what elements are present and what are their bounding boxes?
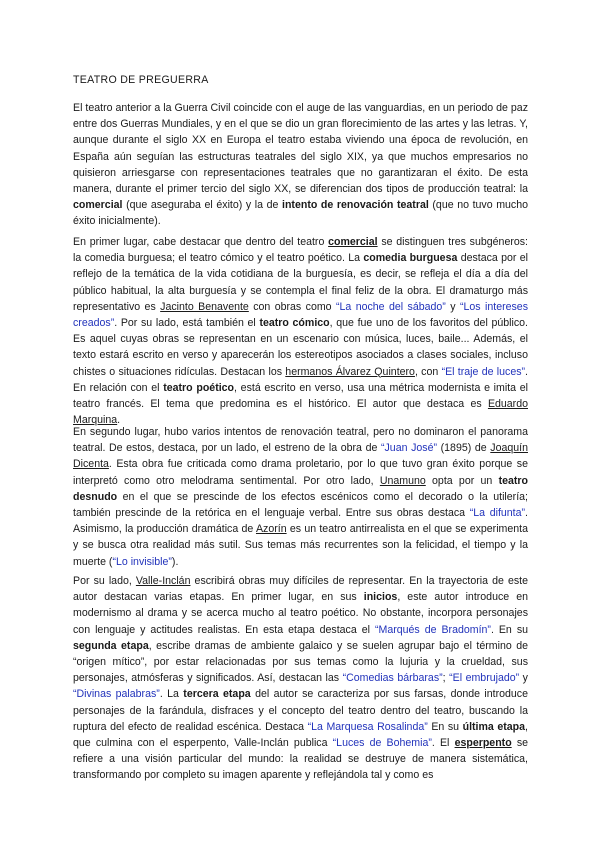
work-title-link[interactable]: “La noche del sábado” — [335, 300, 446, 313]
work-title-link[interactable]: “Lo invisible” — [112, 555, 172, 568]
author-name: hermanos Álvarez Quintero — [285, 365, 415, 378]
author-name: Eduardo Marquina — [73, 398, 528, 427]
text-run: con obras como — [248, 300, 336, 313]
text-run: En segundo lugar, hubo varios intentos de renovación teatral, pero no dominaron el panorama teatral. De estos, destaca, por un lado, el estreno de la obra de — [73, 426, 528, 455]
work-title-link[interactable]: “El embrujado” — [449, 672, 520, 685]
text-run: se refiere a una visión particular del mundo: la realidad se destruye de manera sistemática, transformando por completo su imagen aparente y reflejándola tal y como es — [73, 737, 529, 782]
bold-term: intento de renovación teatral — [282, 199, 429, 212]
text-run: . Por su lado, está también el — [114, 317, 260, 330]
work-title-link[interactable]: “Comedias bárbaras” — [342, 672, 443, 685]
document-title: TEATRO DE PREGUERRA — [73, 74, 209, 86]
paragraph-valle-inclan — [73, 573, 528, 784]
text-run: . La — [159, 688, 184, 701]
bold-term: teatro poético — [163, 381, 235, 394]
text-run: (que aseguraba el éxito) y la de — [122, 199, 283, 212]
work-title-link[interactable]: “Juan José” — [380, 442, 438, 455]
text-run: del autor se caracteriza por sus farsas, donde introduce personajes de la farándula, disfraces y el concepto del teatro dentro del teatro, buscando la ruptura del efecto de realidad escénica. Destaca — [73, 688, 528, 733]
text-run: en el que se prescinde de los efectos escénicos como el decorado o la utilería; también prescinde de la retórica en el lenguaje verbal. Entre sus obras destaca — [73, 490, 528, 520]
work-title-link[interactable]: “El traje de luces” — [441, 365, 526, 378]
text-run: se distinguen tres subgéneros: la comedia burguesa; el teatro cómico y el teatro poético. La — [73, 236, 528, 265]
work-title-link[interactable]: “La difunta” — [469, 507, 526, 520]
bold-term: segunda etapa — [73, 639, 149, 652]
text-run: y — [519, 672, 528, 685]
work-title-link[interactable]: “Los intereses creados” — [73, 300, 528, 330]
text-run: destaca por el reflejo de la temática de la vida cotidiana de la burguesía, es decir, se refleja el día a día del público habitual, la alta burguesía y se contempla el final feliz de la obra. El dramaturgo más representativo es — [73, 252, 529, 313]
bold-underlined-term: esperpento — [454, 737, 512, 750]
text-run: (que no tuvo mucho éxito inicialmente). — [73, 199, 528, 228]
text-run: , este autor introduce en modernismo al drama y se acerca mucho al teatro poético. No obstante, incorpora personajes con lenguaje y actitudes realistas. En esta etapa destaca el — [73, 591, 528, 636]
text-run: escribirá obras muy difíciles de representar. En la trayectoria de este autor destacan varias etapas. En primer lugar, en sus — [73, 575, 528, 604]
author-name: Joaquín Dicenta — [73, 442, 528, 471]
bold-term: inicios — [363, 591, 398, 604]
text-run: . En su — [490, 623, 529, 636]
work-title-link[interactable]: “Divinas palabras” — [73, 688, 160, 701]
bold-term: teatro cómico — [259, 317, 330, 330]
text-run: y — [445, 300, 460, 313]
text-run: Por su lado, — [73, 575, 136, 587]
text-run: , con — [414, 365, 442, 378]
work-title-link[interactable]: “La Marquesa Rosalinda” — [307, 720, 428, 733]
text-run: . Esta obra fue criticada como drama proletario, por lo que tuvo gran éxito porque se interpretó como otro melodrama sentimental. Por otro lado, — [73, 458, 528, 487]
author-name: Azorín — [255, 523, 287, 536]
bold-underlined-term: comercial — [328, 236, 378, 248]
author-name: Unamuno — [379, 474, 426, 487]
bold-term: tercera etapa — [183, 688, 251, 701]
work-title-link[interactable]: “Luces de Bohemia” — [332, 737, 432, 750]
paragraph-teatro-comercial — [73, 234, 528, 428]
text-run: (1895) de — [437, 442, 491, 455]
text-run: es un teatro antirrealista en el que se experimenta y se busca otra realidad más sutil. Sus temas más recurrentes son la felicidad, el tiempo y la muerte ( — [73, 523, 528, 568]
bold-term: comedia burguesa — [363, 252, 458, 265]
text-run: . — [117, 414, 121, 427]
work-title-link[interactable]: “Marqués de Bradomín” — [374, 623, 491, 636]
text-run: En su — [427, 720, 463, 733]
text-run: . En relación con el — [73, 365, 528, 394]
text-run: opta por un — [425, 474, 499, 487]
text-run: . El — [431, 737, 455, 750]
author-name: Jacinto Benavente — [160, 300, 249, 313]
text-run: , está escrito en verso, usa una métrica modernista e imita el teatro francés. El tema que predomina es el histórico. El autor que destaca es — [73, 381, 529, 411]
text-run: . Asimismo, la producción dramática de — [73, 507, 528, 536]
text-run: En primer lugar, cabe destacar que dentro del teatro — [73, 236, 329, 248]
text-run: El teatro anterior a la Guerra Civil coincide con el auge de las vanguardias, en un periodo de paz entre dos Guerras Mundiales, y en el que se dio un gran florecimiento de las artes y las letras. Y, aunque durante el siglo XX en Europa el teatro estaba viviendo una época de revolución, en España aún seguían las estructuras teatrales del siglo XIX, ya que muchos empresarios no quisieron arriesgarse con representaciones teatrales que no garantizaran el éxito. De esta manera, durante el primer tercio del siglo XX, se diferencian dos tipos de producción teatral: la — [73, 102, 528, 196]
text-run: , que culmina con el esperpento, Valle-Inclán publica — [73, 720, 528, 750]
bold-term: teatro desnudo — [73, 474, 528, 503]
bold-term: comercial — [73, 199, 123, 212]
bold-term: última etapa — [462, 720, 526, 733]
paragraph-renovacion — [73, 424, 528, 570]
author-name: Valle-Inclán — [135, 575, 191, 587]
text-run: ; — [442, 672, 450, 685]
text-run: , escribe dramas de ambiente galaico y se suelen agrupar bajo el término de “origen mítico”, por estar relacionadas por sus temas como la lujuria y la crueldad, sus personajes, atmósferas y significados. Así, destacan las — [73, 639, 529, 685]
text-run: , que fue uno de los favoritos del público. Es aquel cuyas obras se representan en un escenario con música, luces, baile... Además, el texto estará escrito en verso y aparecerán los estereotipos asociados a clases sociales, incluso chistes o situaciones ridículas. Destacan los — [73, 317, 528, 378]
text-run: ). — [171, 555, 179, 568]
paragraph-intro — [73, 100, 528, 230]
